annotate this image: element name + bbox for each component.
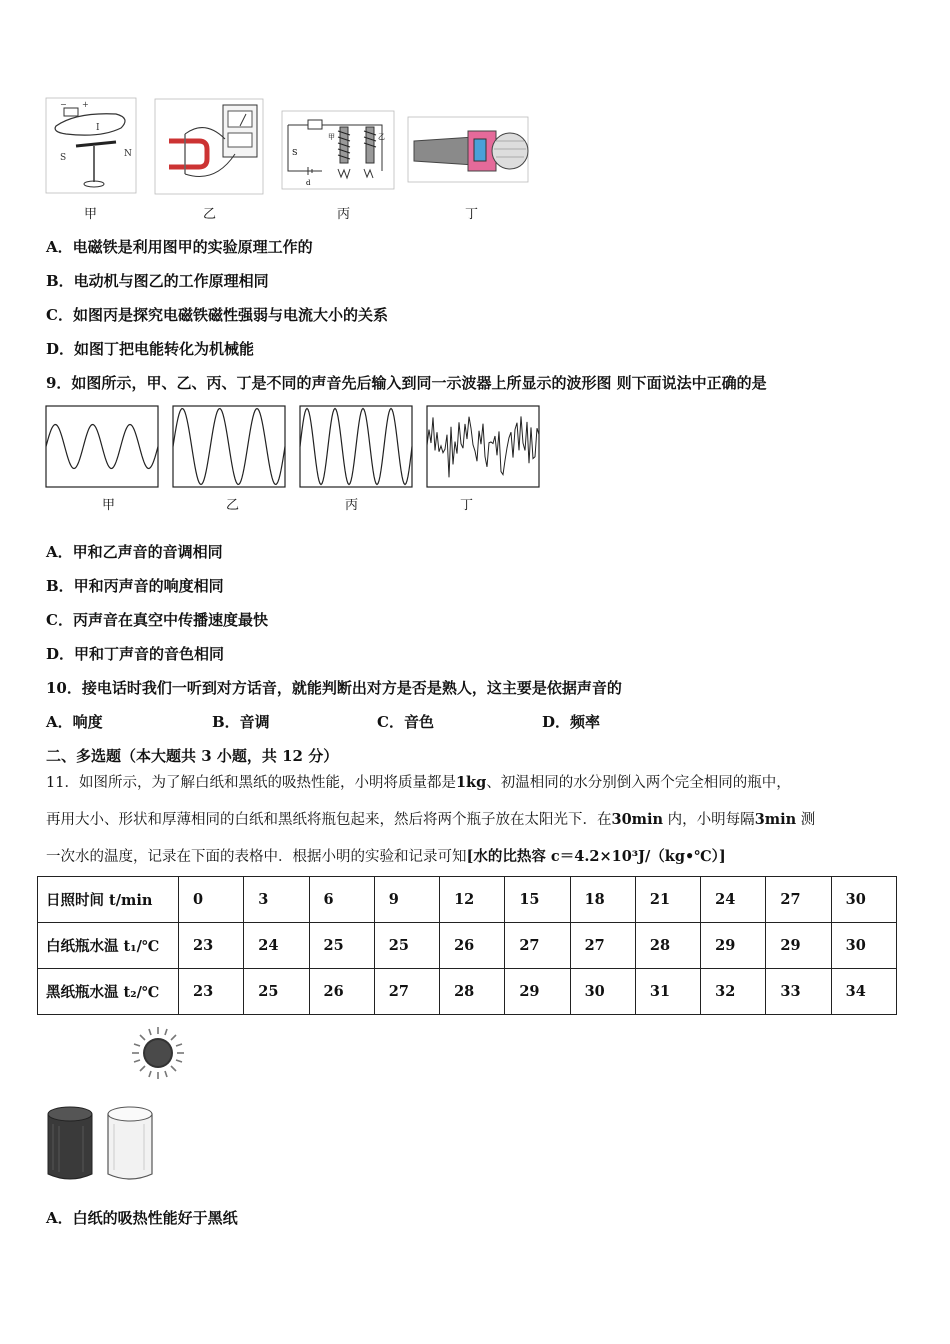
table-cell: 34: [831, 969, 896, 1015]
table-row: [38, 969, 897, 1015]
table-cell: 日照时间 t/min: [38, 877, 179, 923]
svg-text:S: S: [292, 148, 298, 157]
q11-specific-heat: [水的比热容 c＝4.2×10³J/（kg•℃）]: [466, 848, 726, 865]
q11-text: 、初温相同的水分别倒入两个完全相同的瓶中，: [486, 775, 791, 791]
q8-option-a[interactable]: A．电磁铁是利用图甲的实验原理工作的: [46, 238, 313, 256]
q10-option-d[interactable]: D．频率: [542, 713, 601, 731]
svg-text:乙: 乙: [378, 133, 385, 141]
fig8-label-jia: 甲: [84, 207, 98, 222]
q11-line-3: [46, 845, 726, 866]
table-cell: 29: [766, 923, 831, 969]
table-cell: 3: [244, 877, 309, 923]
table-cell: 21: [635, 877, 700, 923]
table-cell: 0: [179, 877, 244, 923]
q8-option-d[interactable]: D．如图丁把电能转化为机械能: [46, 340, 255, 358]
svg-text:I: I: [96, 123, 100, 133]
table-cell: 6: [309, 877, 374, 923]
q11-text: 内，小明每隔: [663, 812, 755, 828]
table-row: [38, 923, 897, 969]
q11-interval: 3min: [754, 811, 797, 828]
table-cell: 9: [374, 877, 439, 923]
svg-text:S: S: [60, 153, 67, 163]
q8-option-b[interactable]: B．电动机与图乙的工作原理相同: [46, 272, 269, 290]
table-cell: 24: [244, 923, 309, 969]
q9-option-d[interactable]: D．甲和丁声音的音色相同: [46, 645, 225, 663]
table-cell: 25: [309, 923, 374, 969]
table-cell: 33: [766, 969, 831, 1015]
wave-label-ding: 丁: [460, 498, 474, 513]
svg-text:+: +: [82, 100, 89, 109]
q9-option-b[interactable]: B．甲和丙声音的响度相同: [46, 577, 224, 595]
waveform-jia: [46, 406, 158, 487]
q10-stem: 10．接电话时我们一听到对方话音，就能判断出对方是否是熟人，这主要是依据声音的: [46, 679, 622, 697]
black-paper-bottle: [45, 1104, 95, 1184]
fig8-label-ding: 丁: [465, 207, 479, 222]
table-cell: 28: [440, 969, 505, 1015]
table-cell: 31: [635, 969, 700, 1015]
table-cell: 29: [701, 923, 766, 969]
figure-ding-microphone: [408, 117, 528, 182]
table-cell: 32: [701, 969, 766, 1015]
svg-text:−: −: [60, 100, 67, 109]
temperature-table: [37, 876, 897, 1015]
q11-duration: 30min: [611, 811, 664, 828]
q11-line-1: [46, 771, 791, 792]
table-cell: 27: [570, 923, 635, 969]
svg-text:甲: 甲: [328, 133, 335, 141]
table-cell: 26: [309, 969, 374, 1015]
table-cell: 30: [831, 877, 896, 923]
table-cell: 白纸瓶水温 t₁/℃: [38, 923, 179, 969]
table-cell: 25: [374, 923, 439, 969]
svg-text:N: N: [124, 149, 132, 159]
sun-icon: [124, 1023, 194, 1083]
figure-bing-electromagnets: [282, 111, 394, 189]
q9-option-a[interactable]: A．甲和乙声音的音调相同: [46, 543, 223, 561]
waveform-ding: [427, 406, 539, 487]
q9-stem: 9．如图所示，甲、乙、丙、丁是不同的声音先后输入到同一示波器上所显示的波形图 则下面说法中正确的是: [46, 374, 767, 392]
q10-option-b[interactable]: B．音调: [212, 713, 270, 731]
fig8-label-bing: 丙: [337, 207, 351, 222]
q9-option-c[interactable]: C．丙声音在真空中传播速度最快: [46, 611, 268, 629]
fig8-label-yi: 乙: [203, 207, 217, 222]
q11-text: 测: [796, 812, 816, 828]
white-paper-bottle: [104, 1104, 156, 1184]
table-cell: 18: [570, 877, 635, 923]
wave-label-yi: 乙: [226, 498, 240, 513]
table-cell: 25: [244, 969, 309, 1015]
table-cell: 黑纸瓶水温 t₂/℃: [38, 969, 179, 1015]
table-cell: 29: [505, 969, 570, 1015]
q11-mass: 1kg: [455, 774, 487, 791]
table-cell: 12: [440, 877, 505, 923]
wave-label-jia: 甲: [102, 498, 116, 513]
table-row: [38, 877, 897, 923]
table-cell: 30: [570, 969, 635, 1015]
table-cell: 23: [179, 969, 244, 1015]
q8-option-c[interactable]: C．如图丙是探究电磁铁磁性强弱与电流大小的关系: [46, 306, 388, 324]
svg-text:d: d: [306, 179, 311, 187]
figure-yi-generator: [155, 99, 263, 194]
table-cell: 27: [505, 923, 570, 969]
q11-text: 一次水的温度，记录在下面的表格中．根据小明的实验和记录可知: [46, 849, 467, 865]
q11-text: 11．如图所示，为了解白纸和黑纸的吸热性能，小明将质量都是: [46, 775, 456, 791]
figure-jia-compass-wire: [46, 98, 136, 193]
table-cell: 23: [179, 923, 244, 969]
table-cell: 26: [440, 923, 505, 969]
q11-line-2: [46, 808, 815, 829]
waveform-bing: [300, 406, 412, 487]
wave-label-bing: 丙: [345, 498, 359, 513]
q10-option-a[interactable]: A．响度: [46, 713, 103, 731]
q11-option-a[interactable]: A．白纸的吸热性能好于黑纸: [46, 1209, 238, 1227]
table-cell: 30: [831, 923, 896, 969]
section-title-multi-choice: 二、多选题（本大题共 3 小题，共 12 分）: [46, 747, 339, 765]
q10-option-c[interactable]: C．音色: [377, 713, 434, 731]
q11-text: 再用大小、形状和厚薄相同的白纸和黑纸将瓶包起来，然后将两个瓶子放在太阳光下．在: [46, 812, 612, 828]
table-cell: 15: [505, 877, 570, 923]
table-cell: 28: [635, 923, 700, 969]
waveform-yi: [173, 406, 285, 487]
table-cell: 27: [766, 877, 831, 923]
table-cell: 24: [701, 877, 766, 923]
table-cell: 27: [374, 969, 439, 1015]
